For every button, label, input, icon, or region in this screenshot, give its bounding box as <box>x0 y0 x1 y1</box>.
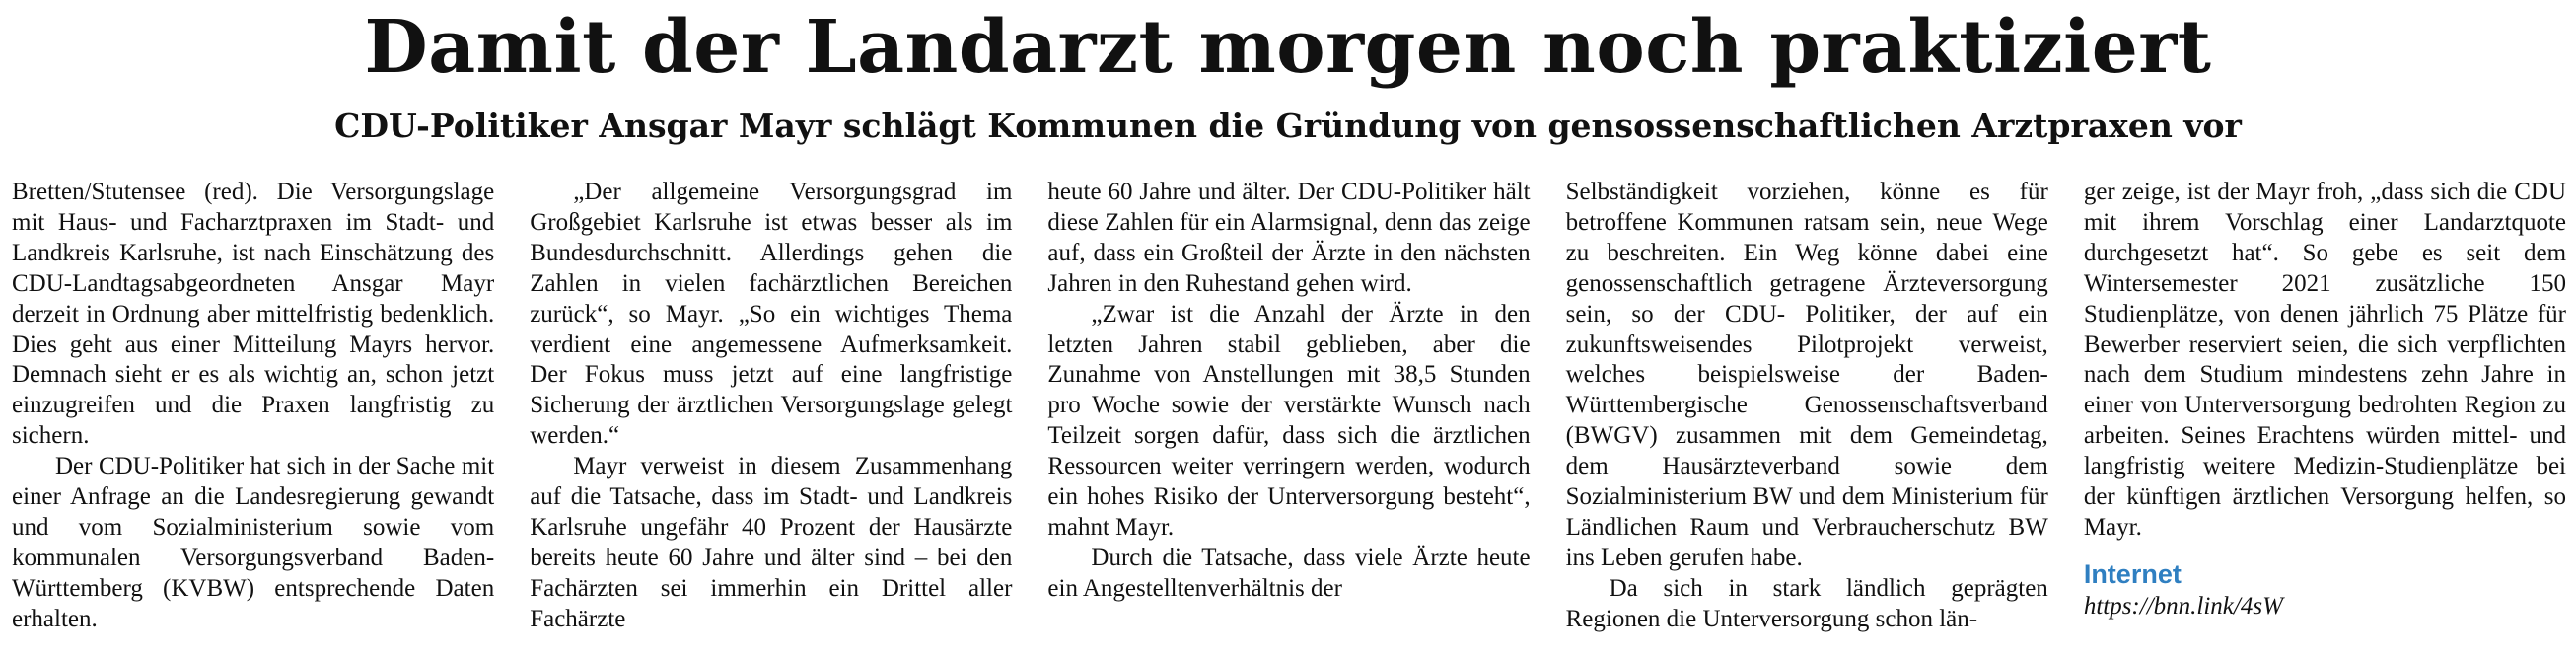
paragraph: „Zwar ist die Anzahl der Ärzte in den letzten Jahren stabil geblieben, aber die Zunahme von Anstellungen mit 38,5 Stunden pro Woche sowie der verstärkte Wunsch nach Teilzeit sorgen dafür, dass sich die ärztlichen Ressourcen weiter verringern werden, wodurch ein hohes Risiko der Unterversorgung besteht“, mahnt Mayr. <box>1047 300 1531 541</box>
paragraph: Durch die Tatsache, dass viele Ärzte heute ein Angestelltenverhältnis der <box>1047 544 1531 602</box>
column-5 <box>2084 178 2566 651</box>
article-body <box>12 178 2566 651</box>
headline: Damit der Landarzt morgen noch praktiziert <box>364 5 2212 90</box>
column-2 <box>530 178 1012 651</box>
paragraph: Selbständigkeit vorziehen, könne es für betroffene Kommunen ratsam sein, neue Wege zu beschreiten. Ein Weg könne dabei eine genossenschaftlich getragene Ärzteversorgung sein, so der CDU- Politiker, der auf ein zukunftsweisendes Pilotprojekt verweist, welches beispielsweise der Baden-Württembergische Genossenschaftsverband (BWGV) zusammen mit dem Gemeindetag, dem Hausärzteverband sowie dem Sozialministerium BW und dem Ministerium für Ländlichen Raum und Verbraucherschutz BW ins Leben gerufen habe. <box>1565 179 2048 571</box>
paragraph: Der CDU-Politiker hat sich in der Sache mit einer Anfrage an die Landesregierung gewandt und vom Sozialministerium sowie vom kommunalen Versorgungsverband Baden-Württemberg (KVBW) entsprechende Daten erhalten. <box>12 453 495 632</box>
internet-box <box>2084 557 2566 622</box>
subheadline: CDU-Politiker Ansgar Mayr schlägt Kommunen die Gründung von gensossenschaftlichen Arztpraxen vor <box>334 107 2242 145</box>
paragraph: „Der allgemeine Versorgungsgrad im Großgebiet Karlsruhe ist etwas besser als im Bundesdurchschnitt. Allerdings gehen die Zahlen in vielen fachärztlichen Bereichen zurück“, so Mayr. „So ein wichtiges Thema verdient eine angemessene Aufmerksamkeit. Der Fokus muss jetzt auf eine langfristige Sicherung der ärztlichen Versorgungslage gelegt werden.“ <box>530 179 1013 450</box>
paragraph: ger zeige, ist der Mayr froh, „dass sich die CDU mit ihrem Vorschlag einer Landarztquote durchgesetzt hat“. So gebe es seit dem Wintersemester 2021 zusätzliche 150 Studienplätze, von denen jährlich 75 Plätze für Bewerber reserviert seien, die sich verpflichten nach dem Studium mindestens zehn Jahre in einer von Unterversorgung bedrohten Region zu arbeiten. Seines Erachtens würden mittel- und langfristig weitere Medizin-Studienplätze bei der künftigen ärztlichen Versorgung helfen, so Mayr. <box>2083 179 2567 541</box>
paragraph: Bretten/Stutensee (red). Die Versorgungslage mit Haus- und Facharztpraxen im Stadt- und Landkreis Karlsruhe, ist nach Einschätzung des CDU-Landtagsabgeordneten Ansgar Mayr derzeit in Ordnung aber mittelfristig bedenklich. Dies geht aus einer Mitteilung Mayrs hervor. Demnach sieht er es als wichtig an, schon jetzt einzugreifen und die Praxen langfristig zu sichern. <box>12 179 495 450</box>
column-4 <box>1566 178 2048 651</box>
internet-label: Internet <box>2083 558 2182 589</box>
paragraph: Mayr verweist in diesem Zusammenhang auf die Tatsache, dass im Stadt- und Landkreis Karlsruhe ungefähr 40 Prozent der Hausärzte bereits heute 60 Jahre und älter sind – bei den Fachärzten sei immerhin ein Drittel aller Fachärzte <box>530 453 1013 632</box>
column-1 <box>12 178 494 651</box>
column-3 <box>1047 178 1530 651</box>
paragraph: Da sich in stark ländlich geprägten Regionen die Unterversorgung schon län- <box>1565 574 2048 632</box>
internet-link[interactable]: https://bnn.link/4sW <box>2083 592 2283 620</box>
paragraph: heute 60 Jahre und älter. Der CDU-Politiker hält diese Zahlen für ein Alarmsignal, denn das zeige auf, dass ein Großteil der Ärzte in den nächsten Jahren in den Ruhestand gehen wird. <box>1047 179 1531 297</box>
